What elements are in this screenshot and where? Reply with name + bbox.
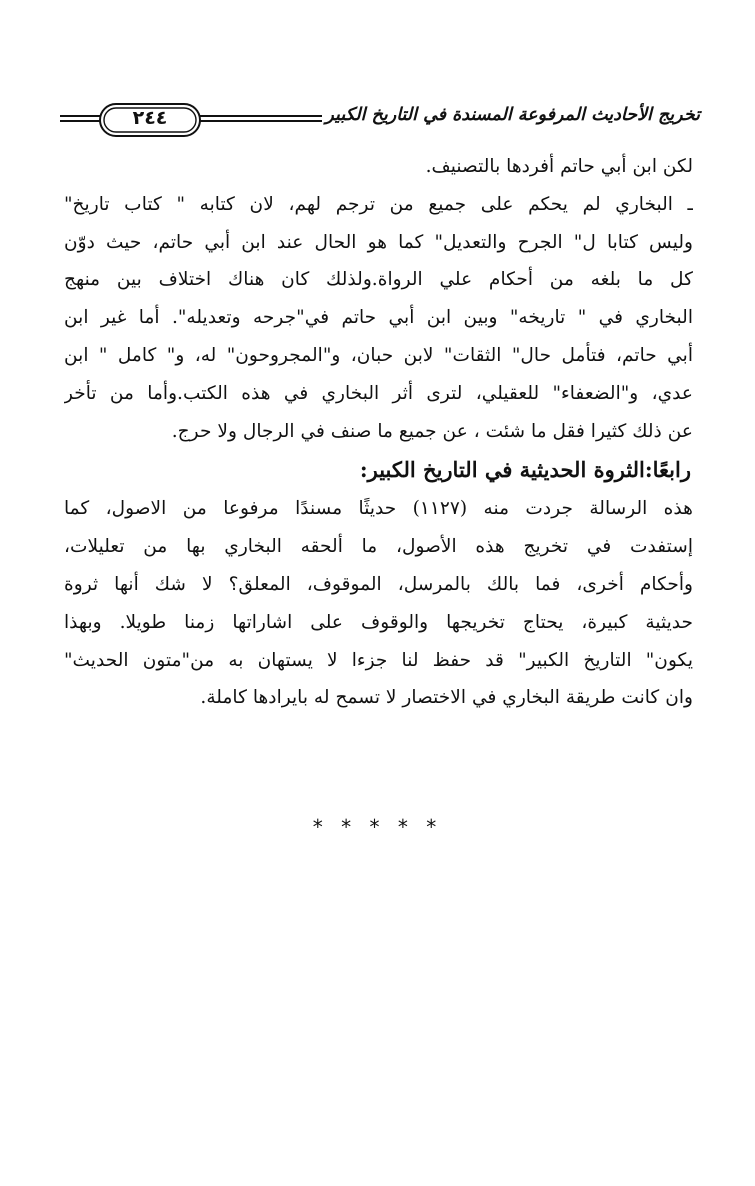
text-line: يكون" التاريخ الكبير" قد حفظ لنا جزءا لا يستهان به من"متون الحديث" <box>64 649 693 671</box>
text-line: عن ذلك كثيرا فقل ما شئت ، عن جميع ما صنف في الرجال ولا حرج. <box>171 420 693 442</box>
section-heading: رابعًا:الثروة الحديثية في التاريخ الكبير: <box>359 457 691 483</box>
running-header <box>60 102 700 142</box>
text-line: إستفدت في تخريج هذه الأصول، ما ألحقه البخاري بها من تعليلات، <box>64 536 693 558</box>
page-body <box>64 148 693 717</box>
text-line: لكن ابن أبي حاتم أفردها بالتصنيف. <box>425 156 693 177</box>
section-separator: * * * * * <box>312 815 443 839</box>
text-line: أبي حاتم، فتأمل حال" الثقات" لابن حبان، و"المجروحون" له، و" كامل " ابن <box>64 344 693 366</box>
text-line: وان كانت طريقة البخاري في الاختصار لا تسمح له بايرادها كاملة. <box>200 687 693 709</box>
text-line: وليس كتابا ل" الجرح والتعديل" كما هو الحال عند ابن أبي حاتم، حيث دوّن <box>64 231 693 253</box>
running-title: تخريج الأحاديث المرفوعة المسندة في التاريخ الكبير <box>322 105 700 125</box>
text-line: كل ما بلغه من أحكام علي الرواة.ولذلك كان هناك اختلاف بين منهج <box>64 269 693 291</box>
text-line: البخاري في " تاريخه" وبين ابن أبي حاتم في"جرحه وتعديله". أما غير ابن <box>64 307 693 329</box>
text-line: عدي، و"الضعفاء" للعقيلي، لترى أثر البخاري في هذه الكتب.وأما من تأخر <box>64 382 693 404</box>
text-line: ـ البخاري لم يحكم على جميع من ترجم لهم، لان كتابه " كتاب تاريخ" <box>64 193 693 215</box>
text-line: وأحكام أخرى، فما بالك بالمرسل، الموقوف، المعلق؟ لا شك أنها ثروة <box>64 573 693 595</box>
text-line: حديثية كبيرة، يحتاج تخريجها والوقوف على اشاراتها زمنا طويلا. وبهذا <box>64 611 693 633</box>
page-number: ٢٤٤ <box>132 107 168 129</box>
text-line: هذه الرسالة جردت منه (١١٢٧) حديثًا مسندًا مرفوعا من الاصول، كما <box>64 498 693 520</box>
